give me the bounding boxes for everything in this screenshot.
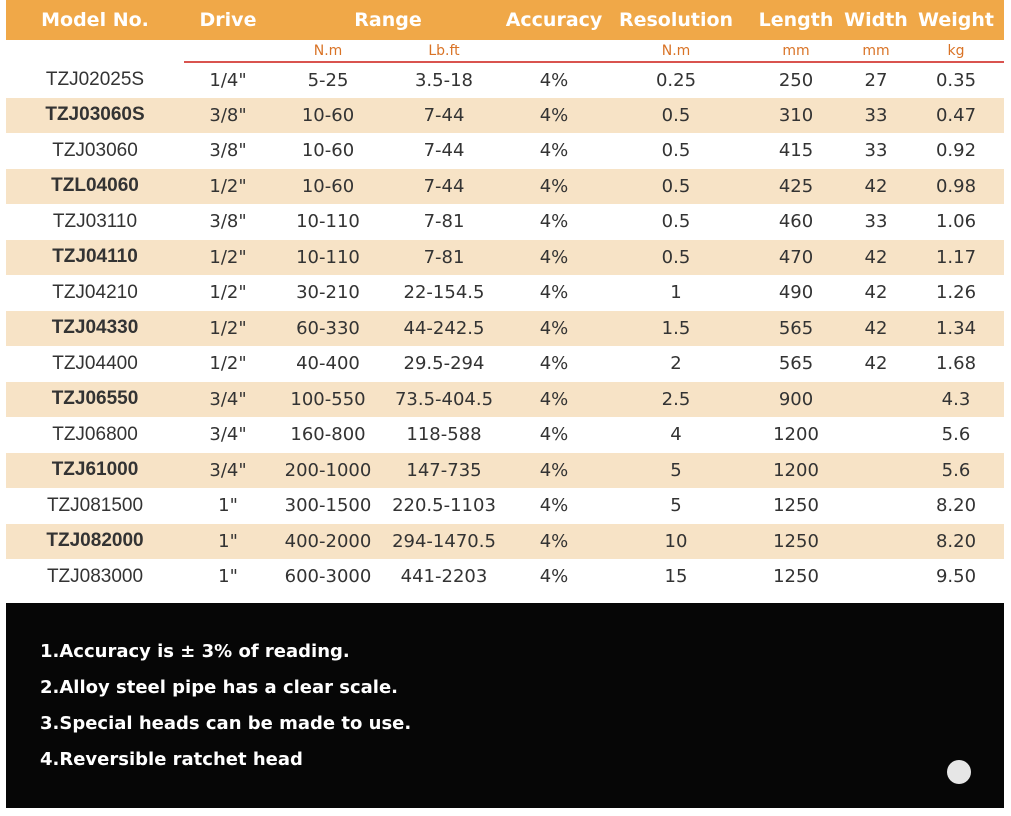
cell-range-nm: 300-1500 xyxy=(284,495,372,517)
header-model: Model No. xyxy=(6,0,184,40)
cell-length: 1250 xyxy=(773,495,819,517)
cell-range-lb: 73.5-404.5 xyxy=(384,382,504,418)
cell-model: TZJ02025S xyxy=(45,69,145,91)
cell-accuracy: 4% xyxy=(539,140,569,162)
cell-weight: 1.34 xyxy=(908,311,1004,347)
note-item: 4.Reversible ratchet head xyxy=(40,749,303,770)
cell-range-nm: 10-60 xyxy=(301,140,355,162)
cell-length: 1200 xyxy=(748,453,844,489)
cell-range-nm: 600-3000 xyxy=(284,566,372,588)
table-row xyxy=(6,346,1004,382)
circle-dot-icon[interactable] xyxy=(947,760,971,784)
cell-range-nm: 60-330 xyxy=(272,311,384,347)
notes-panel xyxy=(6,603,1004,808)
cell-range-nm: 10-60 xyxy=(272,169,384,205)
table-row xyxy=(6,453,1004,489)
cell-range-nm: 10-110 xyxy=(272,240,384,276)
cell-range-lb: 3.5-18 xyxy=(414,69,474,91)
cell-range-nm: 40-400 xyxy=(296,353,360,375)
cell-weight: 1.17 xyxy=(908,240,1004,276)
cell-drive: 1/4" xyxy=(209,69,247,91)
cell-width: 33 xyxy=(844,98,908,134)
table-row xyxy=(6,311,1004,347)
unit-range-nm: N.m xyxy=(272,40,384,62)
cell-width: 42 xyxy=(864,353,888,375)
cell-accuracy: 4% xyxy=(504,524,604,560)
cell-length: 425 xyxy=(748,169,844,205)
cell-range-lb: 7-44 xyxy=(384,169,504,205)
unit-width: mm xyxy=(844,40,908,62)
cell-weight: 0.98 xyxy=(908,169,1004,205)
cell-weight: 9.50 xyxy=(935,566,977,588)
cell-width xyxy=(844,417,908,453)
cell-drive: 3/4" xyxy=(209,424,247,446)
cell-model: TZJ082000 xyxy=(6,524,184,560)
cell-drive: 3/8" xyxy=(209,211,247,233)
cell-weight: 0.35 xyxy=(935,69,977,91)
spec-table xyxy=(6,0,1004,595)
cell-resolution: 4 xyxy=(670,424,682,446)
cell-width xyxy=(844,453,908,489)
cell-drive: 1/2" xyxy=(184,311,272,347)
cell-accuracy: 4% xyxy=(504,169,604,205)
cell-resolution: 5 xyxy=(604,453,748,489)
cell-accuracy: 4% xyxy=(539,495,569,517)
unit-length: mm xyxy=(748,40,844,62)
cell-range-lb: 44-242.5 xyxy=(384,311,504,347)
cell-model: TZJ04210 xyxy=(52,281,138,303)
cell-width xyxy=(844,559,908,595)
cell-accuracy: 4% xyxy=(504,240,604,276)
cell-weight: 5.6 xyxy=(941,424,971,446)
note-item: 3.Special heads can be made to use. xyxy=(40,713,412,734)
cell-model: TZL04060 xyxy=(6,169,184,205)
cell-range-lb: 22-154.5 xyxy=(403,282,485,304)
cell-weight: 1.06 xyxy=(935,211,977,233)
cell-length: 565 xyxy=(778,353,814,375)
cell-resolution: 0.5 xyxy=(604,240,748,276)
cell-resolution: 15 xyxy=(664,566,688,588)
unit-resolution: N.m xyxy=(604,40,748,62)
cell-resolution: 2 xyxy=(670,353,682,375)
table-row xyxy=(6,240,1004,276)
cell-width: 42 xyxy=(864,282,888,304)
cell-width: 42 xyxy=(844,240,908,276)
cell-weight: 4.3 xyxy=(908,382,1004,418)
cell-range-lb: 147-735 xyxy=(384,453,504,489)
cell-weight: 1.68 xyxy=(935,353,977,375)
unit-row xyxy=(6,40,1004,62)
cell-range-lb: 118-588 xyxy=(406,424,482,446)
unit-accuracy xyxy=(504,40,604,62)
cell-drive: 1" xyxy=(218,495,238,517)
cell-range-lb: 7-44 xyxy=(384,98,504,134)
table-body xyxy=(6,62,1004,595)
header-row xyxy=(6,0,1004,40)
cell-length: 900 xyxy=(748,382,844,418)
cell-drive: 1/2" xyxy=(184,240,272,276)
table-row xyxy=(6,488,1004,524)
cell-range-lb: 7-81 xyxy=(384,240,504,276)
table-row xyxy=(6,382,1004,418)
header-width: Width xyxy=(844,0,908,40)
cell-range-nm: 200-1000 xyxy=(272,453,384,489)
table-row xyxy=(6,98,1004,134)
cell-range-nm: 160-800 xyxy=(290,424,366,446)
cell-model: TZJ61000 xyxy=(6,453,184,489)
table-row xyxy=(6,524,1004,560)
cell-width xyxy=(844,524,908,560)
cell-accuracy: 4% xyxy=(539,211,569,233)
cell-weight: 8.20 xyxy=(908,524,1004,560)
cell-model: TZJ03060S xyxy=(6,98,184,134)
cell-length: 490 xyxy=(778,282,814,304)
cell-accuracy: 4% xyxy=(539,566,569,588)
cell-drive: 3/4" xyxy=(184,382,272,418)
cell-drive: 1" xyxy=(184,524,272,560)
cell-length: 1200 xyxy=(773,424,819,446)
note-item: 2.Alloy steel pipe has a clear scale. xyxy=(40,677,399,698)
cell-drive: 1/2" xyxy=(209,353,247,375)
table-row xyxy=(6,417,1004,453)
cell-accuracy: 4% xyxy=(539,424,569,446)
cell-range-nm: 5-25 xyxy=(307,69,349,91)
header-resolution: Resolution xyxy=(604,0,748,40)
header-length: Length xyxy=(748,0,844,40)
unit-range-lb: Lb.ft xyxy=(384,40,504,62)
cell-resolution: 10 xyxy=(604,524,748,560)
header-drive: Drive xyxy=(184,0,272,40)
unit-model xyxy=(6,40,184,62)
unit-drive xyxy=(184,40,272,62)
cell-model: TZJ06550 xyxy=(6,382,184,418)
cell-weight: 1.26 xyxy=(935,282,977,304)
cell-length: 250 xyxy=(778,69,814,91)
cell-width: 33 xyxy=(864,140,888,162)
cell-range-nm: 10-110 xyxy=(296,211,360,233)
header-accuracy: Accuracy xyxy=(504,0,604,40)
table-row xyxy=(6,204,1004,240)
cell-resolution: 0.5 xyxy=(661,211,691,233)
cell-model: TZJ081500 xyxy=(46,494,144,516)
unit-weight: kg xyxy=(908,40,1004,62)
cell-width: 42 xyxy=(844,311,908,347)
cell-model: TZJ04400 xyxy=(52,352,138,374)
cell-drive: 1" xyxy=(218,566,238,588)
cell-model: TZJ083000 xyxy=(46,565,144,587)
cell-width xyxy=(844,382,908,418)
cell-range-nm: 400-2000 xyxy=(272,524,384,560)
cell-model: TZJ03060 xyxy=(52,139,138,161)
cell-length: 1250 xyxy=(748,524,844,560)
cell-range-lb: 220.5-1103 xyxy=(392,495,496,517)
table-row xyxy=(6,133,1004,169)
cell-width: 27 xyxy=(864,69,888,91)
cell-weight: 0.47 xyxy=(908,98,1004,134)
cell-range-lb: 7-81 xyxy=(423,211,465,233)
cell-resolution: 5 xyxy=(670,495,682,517)
cell-weight: 5.6 xyxy=(908,453,1004,489)
cell-range-lb: 7-44 xyxy=(423,140,465,162)
cell-width: 33 xyxy=(864,211,888,233)
cell-accuracy: 4% xyxy=(539,353,569,375)
cell-range-lb: 441-2203 xyxy=(400,566,488,588)
cell-weight: 8.20 xyxy=(935,495,977,517)
cell-length: 470 xyxy=(748,240,844,276)
cell-resolution: 1.5 xyxy=(604,311,748,347)
cell-length: 565 xyxy=(748,311,844,347)
cell-width xyxy=(844,488,908,524)
cell-model: TZJ04110 xyxy=(6,240,184,276)
cell-model: TZJ04330 xyxy=(6,311,184,347)
table-row xyxy=(6,559,1004,595)
cell-length: 1250 xyxy=(773,566,819,588)
cell-length: 460 xyxy=(778,211,814,233)
cell-resolution: 0.5 xyxy=(661,140,691,162)
cell-width: 42 xyxy=(844,169,908,205)
cell-accuracy: 4% xyxy=(504,311,604,347)
cell-accuracy: 4% xyxy=(504,382,604,418)
cell-accuracy: 4% xyxy=(504,98,604,134)
cell-model: TZJ03110 xyxy=(52,210,138,232)
cell-accuracy: 4% xyxy=(504,453,604,489)
cell-accuracy: 4% xyxy=(539,282,569,304)
cell-resolution: 0.5 xyxy=(604,98,748,134)
cell-drive: 1/2" xyxy=(209,282,247,304)
cell-range-nm: 100-550 xyxy=(272,382,384,418)
cell-resolution: 2.5 xyxy=(604,382,748,418)
notes-list xyxy=(40,639,411,783)
cell-drive: 3/8" xyxy=(209,140,247,162)
cell-range-nm: 30-210 xyxy=(296,282,360,304)
table-row xyxy=(6,169,1004,205)
cell-range-lb: 294-1470.5 xyxy=(384,524,504,560)
cell-resolution: 0.25 xyxy=(655,69,697,91)
cell-drive: 3/4" xyxy=(184,453,272,489)
header-weight: Weight xyxy=(908,0,1004,40)
cell-model: TZJ06800 xyxy=(52,423,138,445)
cell-length: 415 xyxy=(778,140,814,162)
cell-weight: 0.92 xyxy=(935,140,977,162)
header-range: Range xyxy=(272,0,504,40)
note-item: 1.Accuracy is ± 3% of reading. xyxy=(40,641,350,662)
cell-range-lb: 29.5-294 xyxy=(403,353,485,375)
cell-drive: 1/2" xyxy=(184,169,272,205)
table-row xyxy=(6,62,1004,98)
cell-resolution: 0.5 xyxy=(604,169,748,205)
cell-length: 310 xyxy=(748,98,844,134)
table-row xyxy=(6,275,1004,311)
cell-accuracy: 4% xyxy=(539,69,569,91)
cell-drive: 3/8" xyxy=(184,98,272,134)
cell-resolution: 1 xyxy=(670,282,682,304)
cell-range-nm: 10-60 xyxy=(272,98,384,134)
